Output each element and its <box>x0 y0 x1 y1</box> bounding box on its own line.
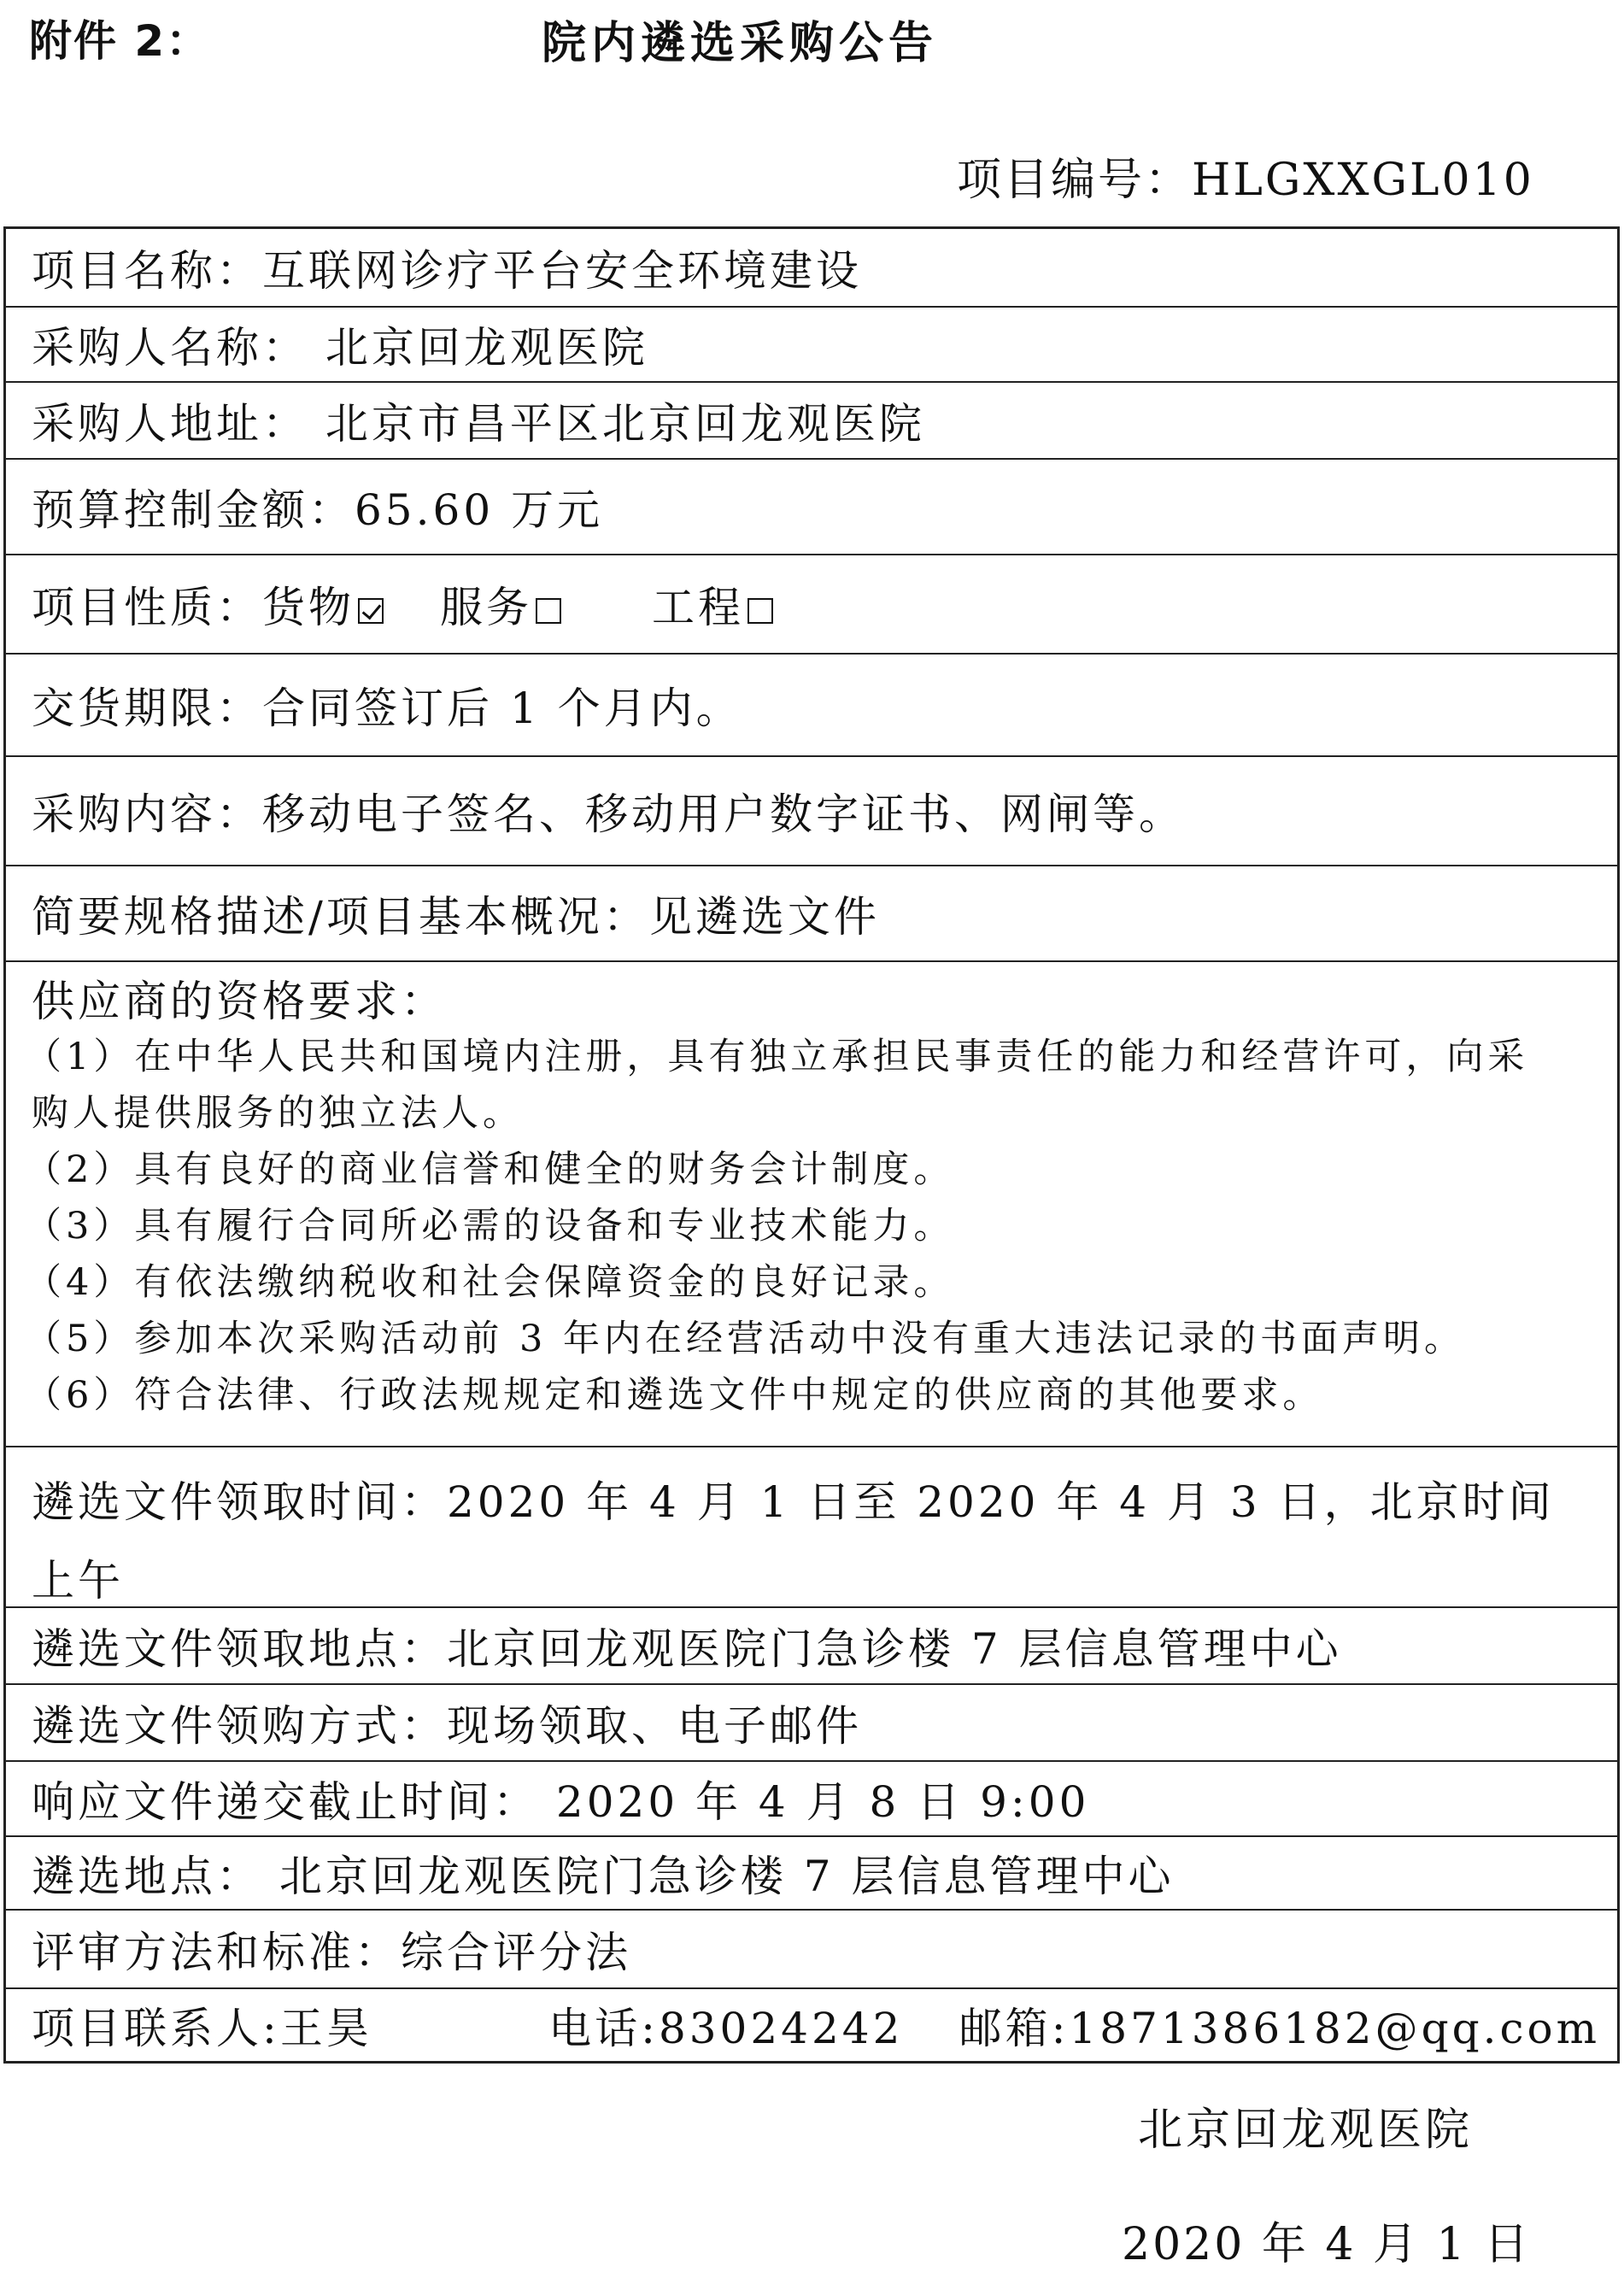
row-value: 见遴选文件 <box>648 892 880 942</box>
qualification-item: （3）具有履行合同所必需的设备和专业技术能力。 <box>25 1205 955 1248</box>
project-number-value: HLGXXGL010 <box>1192 155 1534 206</box>
qualification-item: 购人提供服务的独立法人。 <box>32 1092 524 1135</box>
row-document-collection-time <box>6 1447 1617 1608</box>
row-project-nature <box>6 555 1617 655</box>
empty-box-icon <box>536 598 561 624</box>
row-supplier-qualifications <box>6 962 1617 1447</box>
row-value: 移动电子签名、移动用户数字证书、网闸等。 <box>262 790 1185 839</box>
contact-phone-label: 电话: <box>548 2004 659 2053</box>
contact-person-label: 项目联系人: <box>32 2004 280 2053</box>
project-number <box>957 144 1534 208</box>
row-value: 65.60 万元 <box>355 485 604 535</box>
collection-time-line-1 <box>32 1463 1600 1608</box>
empty-box-icon <box>748 598 773 624</box>
project-number-label: 项目编号： <box>957 155 1193 206</box>
row-evaluation-method <box>6 1911 1617 1989</box>
checked-box-icon <box>358 598 384 624</box>
row-buyer-address <box>6 383 1617 460</box>
row-label: 项目性质： <box>32 583 262 632</box>
option-label: 货物 <box>262 583 355 632</box>
contact-email <box>959 1994 1600 2056</box>
row-value: 互联网诊疗平台安全环境建设 <box>262 246 862 296</box>
qualification-item: （6）符合法律、行政法规规定和遴选文件中规定的供应商的其他要求。 <box>25 1374 1324 1417</box>
option-service <box>440 573 609 635</box>
contact-phone <box>548 1994 959 2056</box>
row-value: 合同签订后 1 个月内。 <box>262 684 742 733</box>
row-label: 预算控制金额： <box>32 485 355 535</box>
row-value: 北京回龙观医院 <box>325 323 648 373</box>
row-label: 遴选地点： <box>32 1852 262 1901</box>
qualification-item: （5）参加本次采购活动前 3 年内在经营活动中没有重大违法记录的书面声明。 <box>25 1318 1466 1360</box>
row-value: 北京回龙观医院门急诊楼 7 层信息管理中心 <box>447 1624 1342 1674</box>
row-value: 现场领取、电子邮件 <box>447 1701 862 1751</box>
attachment-label: 附件 2： <box>29 16 211 66</box>
footer-date: 2020 年 4 月 1 日 <box>1122 2219 1532 2270</box>
row-label: 评审方法和标准： <box>32 1928 401 1977</box>
row-spec-description <box>6 866 1617 962</box>
row-budget <box>6 460 1617 555</box>
footer-organization: 北京回龙观医院 <box>1138 2105 1474 2156</box>
row-contact <box>6 1989 1617 2061</box>
qualification-item: （2）具有良好的商业信誉和健全的财务会计制度。 <box>25 1148 955 1191</box>
header <box>29 0 1601 68</box>
row-label: 响应文件递交截止时间： <box>32 1777 539 1827</box>
row-label: 简要规格描述/项目基本概况： <box>32 892 649 942</box>
row-label: 遴选文件领取地点： <box>32 1624 447 1674</box>
row-value: 北京回龙观医院门急诊楼 7 层信息管理中心 <box>262 1852 1175 1901</box>
row-submission-deadline <box>6 1762 1617 1837</box>
row-selection-place <box>6 1837 1617 1911</box>
contact-person-name: 王昊 <box>279 2004 372 2053</box>
option-label: 服务 <box>440 583 532 632</box>
row-value: 2020 年 4 月 8 日 9:00 <box>539 1777 1090 1827</box>
row-procurement-content <box>6 757 1617 866</box>
info-table <box>3 226 1620 2064</box>
qualification-item: （1）在中华人民共和国境内注册，具有独立承担民事责任的能力和经营许可，向采 <box>25 1036 1529 1078</box>
row-value: 2020 年 4 月 1 日至 2020 年 4 月 3 日，北京时间上午 <box>32 1477 1555 1606</box>
qualifications-title: 供应商的资格要求： <box>32 977 447 1026</box>
contact-person <box>32 1994 548 2056</box>
row-buyer-name <box>6 308 1617 383</box>
document-title: 院内遴选采购公告 <box>542 18 939 69</box>
option-goods <box>262 573 431 635</box>
row-label: 采购人地址： <box>32 399 308 449</box>
option-label: 工程 <box>652 583 744 632</box>
qualification-item: （4）有依法缴纳税收和社会保障资金的良好记录。 <box>25 1261 955 1304</box>
row-label: 交货期限： <box>32 684 262 733</box>
row-label: 遴选文件领购方式： <box>32 1701 447 1751</box>
row-label: 采购人名称： <box>32 323 308 373</box>
row-label: 遴选文件领取时间： <box>32 1477 447 1527</box>
contact-email-label: 邮箱: <box>959 2004 1070 2053</box>
row-document-collection-method <box>6 1685 1617 1762</box>
contact-email-address: 1871386182@qq.com <box>1069 2004 1600 2053</box>
row-label: 采购内容： <box>32 790 262 839</box>
row-delivery-period <box>6 655 1617 757</box>
row-document-collection-place <box>6 1608 1617 1685</box>
row-value: 综合评分法 <box>401 1928 631 1977</box>
contact-phone-number: 83024242 <box>658 2004 904 2053</box>
row-project-name <box>6 229 1617 308</box>
row-label: 项目名称： <box>32 246 262 296</box>
row-value: 北京市昌平区北京回龙观医院 <box>325 399 925 449</box>
option-engineering <box>652 573 773 635</box>
